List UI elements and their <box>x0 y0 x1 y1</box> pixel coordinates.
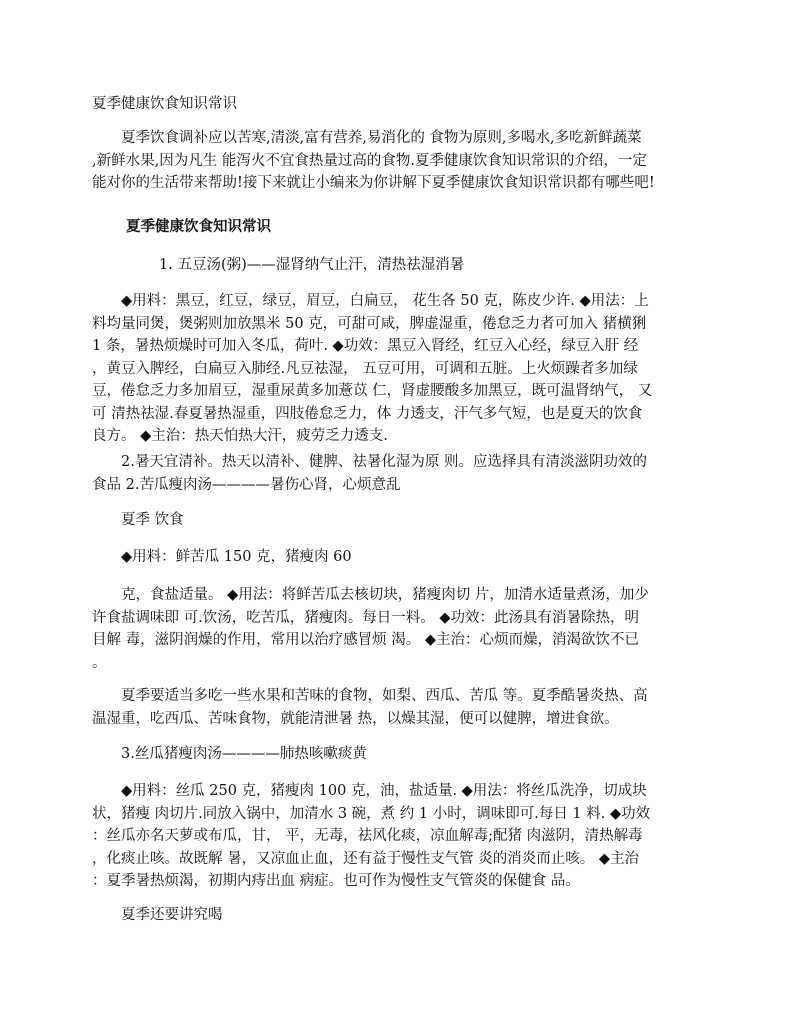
section-heading <box>126 216 752 239</box>
text-line: ：丝瓜亦名天萝或布瓜，甘， 平，无毒，祛风化痰，凉血解毒;配猪 肉滋阴，清热解毒 <box>92 828 643 844</box>
intro-paragraph <box>92 127 718 195</box>
item2-ingredients <box>92 546 718 569</box>
text-line: 1. 五豆汤(粥)——湿肾纳气止汗，清热祛湿消暑 <box>159 257 465 273</box>
text-line: 3.丝瓜猪瘦肉汤————肺热咳嗽痰黄 <box>92 746 367 762</box>
text-line: ：夏季暑热烦渴，初期内痔出血 病症。也可作为慢性支气管炎的保健食 品。 <box>92 873 580 889</box>
text-line: ◆用料：鲜苦瓜 150 克，猪瘦肉 60 <box>92 549 352 565</box>
text-line: 许食盐调味即 可.饮汤，吃苦瓜，猪瘦肉。每日一料。 ◆功效：此汤具有消暑除热，明 <box>92 609 639 626</box>
title-line: 夏季健康饮食知识常识 <box>92 96 237 112</box>
text-line: ◆用料：丝瓜 250 克，猪瘦肉 100 克，油，盐适量. ◆用法：将丝瓜洗净，切成块 <box>92 783 647 799</box>
text-line: 目解 毒，滋阴润燥的作用，常用以治疗感冒烦 渴。 ◆主治：心烦而燥，消渴欲饮不已 <box>92 632 639 648</box>
text-line: 。 <box>92 654 107 671</box>
text-line: ，化痰止咳。故既解 暑，又凉血止血，还有益于慢性支气管 炎的消炎而止咳。 ◆主治 <box>92 850 639 867</box>
item2-details <box>92 584 718 674</box>
item1-title <box>159 254 785 277</box>
text-line: ,新鲜水果,因为凡生 能泻火不宜食热量过高的食物.夏季健康饮食知识常识的介绍，一定 <box>92 152 647 169</box>
text-line: 良方。 ◆主治：热天怕热大汗，疲劳乏力透支. <box>92 428 388 444</box>
text-line: 夏季还要讲究喝 <box>92 907 223 923</box>
document-title <box>92 93 718 116</box>
fruit-paragraph <box>92 685 718 730</box>
closing-line <box>92 904 718 927</box>
item3-body <box>92 780 718 893</box>
item1-body <box>92 290 718 448</box>
text-line: 料均量同煲，煲粥则加放黑米 50 克，可甜可咸，脾虚湿重，倦怠乏力者可加入 猪横猁 <box>92 315 647 332</box>
item3-title <box>92 743 718 766</box>
text-line: 食品 2.苦瓜瘦肉汤————暑伤心肾，心烦意乱 <box>92 476 401 493</box>
text-line: 1 条，暑热烦燥时可加入冬瓜，荷叶. ◆功效：黑豆入肾经，红豆入心经，绿豆入肝 经 <box>92 338 639 354</box>
text-line: 夏季饮食调补应以苦寒,清淡,富有营养,易消化的 食物为原则,多喝水,多吃新鲜蔬菜 <box>92 130 642 146</box>
text-line: 状，猪瘦 肉切片.同放入锅中，加清水 3 碗，煮 约 1 小时，调味即可.每日 1 料. ◆功效 <box>92 805 651 822</box>
text-line: 温湿重，吃西瓜、苦味食物，就能清泄暑 热，以燥其湿，便可以健脾，增进食欲。 <box>92 710 619 727</box>
heading-line: 夏季健康饮食知识常识 <box>126 218 271 235</box>
text-line: 夏季 饮食 <box>92 512 184 528</box>
subheading-summer-diet <box>92 509 718 532</box>
text-line: 2.暑天宜清补。热天以清补、健脾、祛暑化湿为原 则。应选择具有清淡滋阴功效的 <box>92 454 647 470</box>
text-line: 豆，倦怠乏力多加眉豆，湿重尿黄多加薏苡 仁，肾虚腰酸多加黑豆，既可温肾纳气， 又 <box>92 383 653 399</box>
text-line: 可 清热祛湿.春夏暑热湿重，四肢倦怠乏力，体 力透支，汗气多气短，也是夏天的饮食 <box>92 405 643 422</box>
text-line: ◆用料：黑豆，红豆，绿豆，眉豆，白扁豆， 花生各 50 克，陈皮少许. ◆用法：上 <box>92 293 649 309</box>
text-line: 克，食盐适量。 ◆用法：将鲜苦瓜去核切块，猪瘦肉切 片，加清水适量煮汤，加少 <box>92 587 649 603</box>
text-line: 夏季要适当多吃一些水果和苦味的食物，如梨、西瓜、苦瓜 等。夏季酷暑炎热、高 <box>92 688 648 704</box>
text-line: ，黄豆入脾经，白扁豆入肺经.凡豆祛湿， 五豆可用，可调和五脏。上火烦躁者多加绿 <box>92 360 638 377</box>
text-line: 能对你的生活带来帮助!接下来就让小编来为你讲解下夏季健康饮食知识常识都有哪些吧! <box>92 175 655 191</box>
item2-intro <box>92 451 718 496</box>
